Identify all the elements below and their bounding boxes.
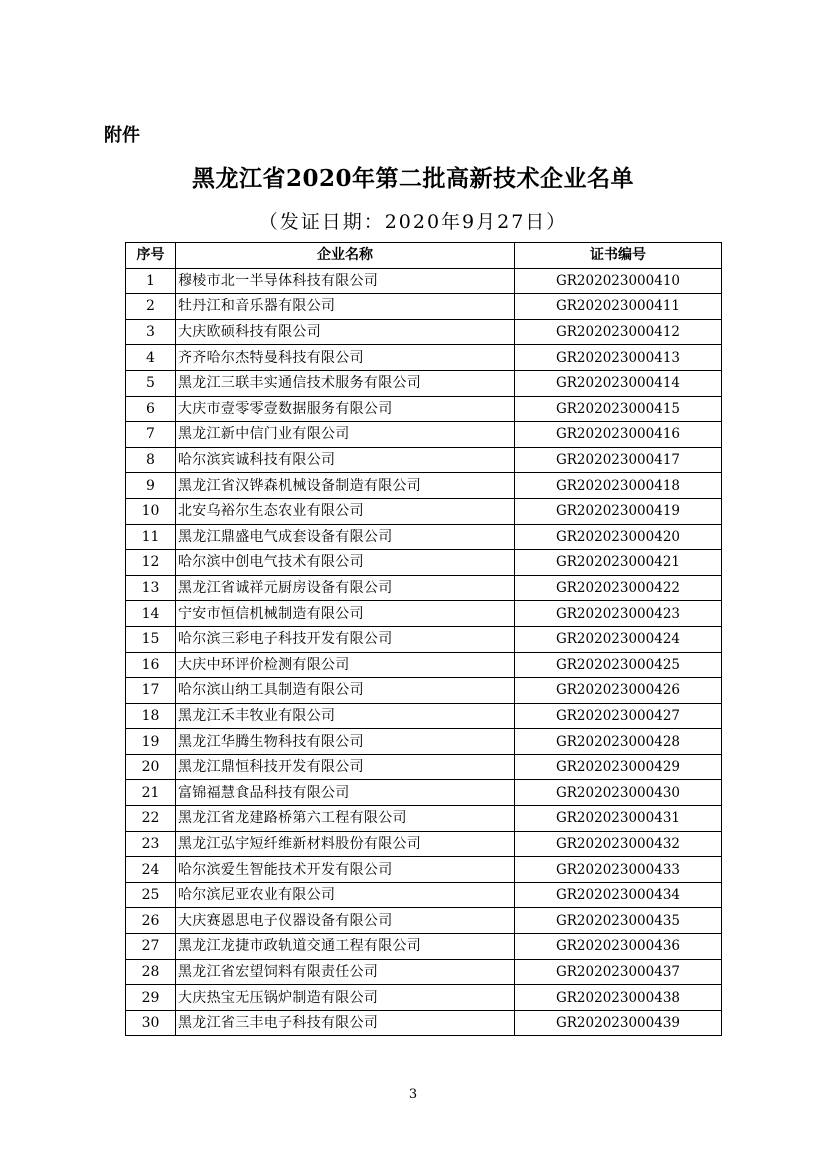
- serial-cell: 10: [126, 498, 176, 524]
- certificate-number-cell: GR202023000421: [515, 550, 722, 576]
- table-row: [126, 550, 722, 576]
- certificate-number-cell: GR202023000418: [515, 473, 722, 499]
- serial-cell: 30: [126, 1010, 176, 1036]
- table-row: [126, 857, 722, 883]
- table-row: [126, 294, 722, 320]
- serial-cell: 29: [126, 985, 176, 1011]
- certificate-number-cell: GR202023000432: [515, 831, 722, 857]
- company-name-cell: 哈尔滨尼亚农业有限公司: [176, 882, 515, 908]
- table-row: [126, 985, 722, 1011]
- table-row: [126, 345, 722, 371]
- certificate-number-cell: GR202023000427: [515, 703, 722, 729]
- company-name-cell: 哈尔滨中创电气技术有限公司: [176, 550, 515, 576]
- certificate-number-cell: GR202023000414: [515, 370, 722, 396]
- serial-cell: 18: [126, 703, 176, 729]
- company-name-cell: 齐齐哈尔杰特曼科技有限公司: [176, 345, 515, 371]
- attachment-label: 附件: [104, 125, 140, 146]
- company-name-cell: 哈尔滨宾诚科技有限公司: [176, 447, 515, 473]
- company-name-cell: 宁安市恒信机械制造有限公司: [176, 601, 515, 627]
- certificate-number-cell: GR202023000423: [515, 601, 722, 627]
- header-certificate-number: 证书编号: [515, 243, 722, 269]
- company-name-cell: 哈尔滨三彩电子科技开发有限公司: [176, 626, 515, 652]
- serial-cell: 14: [126, 601, 176, 627]
- company-name-cell: 黑龙江弘宇短纤维新材料股份有限公司: [176, 831, 515, 857]
- company-name-cell: 北安乌裕尔生态农业有限公司: [176, 498, 515, 524]
- serial-cell: 23: [126, 831, 176, 857]
- page-number: 3: [408, 1087, 418, 1102]
- table-row: [126, 729, 722, 755]
- certificate-number-cell: GR202023000410: [515, 268, 722, 294]
- certificate-number-cell: GR202023000413: [515, 345, 722, 371]
- serial-cell: 9: [126, 473, 176, 499]
- certificate-number-cell: GR202023000431: [515, 806, 722, 832]
- table-row: [126, 396, 722, 422]
- serial-cell: 27: [126, 934, 176, 960]
- company-name-cell: 哈尔滨爱生智能技术开发有限公司: [176, 857, 515, 883]
- certificate-number-cell: GR202023000419: [515, 498, 722, 524]
- serial-cell: 4: [126, 345, 176, 371]
- certificate-number-cell: GR202023000420: [515, 524, 722, 550]
- table-row: [126, 780, 722, 806]
- company-name-cell: 黑龙江鼎盛电气成套设备有限公司: [176, 524, 515, 550]
- serial-cell: 20: [126, 754, 176, 780]
- table-row: [126, 575, 722, 601]
- company-name-cell: 黑龙江龙捷市政轨道交通工程有限公司: [176, 934, 515, 960]
- table-row: [126, 959, 722, 985]
- company-name-cell: 大庆市壹零零壹数据服务有限公司: [176, 396, 515, 422]
- table-row: [126, 703, 722, 729]
- certificate-number-cell: GR202023000412: [515, 319, 722, 345]
- company-name-cell: 牡丹江和音乐器有限公司: [176, 294, 515, 320]
- header-company-name: 企业名称: [176, 243, 515, 269]
- document-title: 黑龙江省2020年第二批高新技术企业名单: [191, 165, 634, 192]
- table-row: [126, 268, 722, 294]
- certificate-number-cell: GR202023000439: [515, 1010, 722, 1036]
- company-name-cell: 穆棱市北一半导体科技有限公司: [176, 268, 515, 294]
- table-row: [126, 806, 722, 832]
- table-row: [126, 908, 722, 934]
- company-name-cell: 黑龙江省龙建路桥第六工程有限公司: [176, 806, 515, 832]
- serial-cell: 24: [126, 857, 176, 883]
- table-row: [126, 882, 722, 908]
- serial-cell: 8: [126, 447, 176, 473]
- serial-cell: 6: [126, 396, 176, 422]
- enterprise-table: [125, 242, 722, 1036]
- header-serial: 序号: [126, 243, 176, 269]
- company-name-cell: 大庆中环评价检测有限公司: [176, 652, 515, 678]
- table-header-row: [126, 243, 722, 269]
- certificate-number-cell: GR202023000425: [515, 652, 722, 678]
- serial-cell: 19: [126, 729, 176, 755]
- table-row: [126, 601, 722, 627]
- certificate-number-cell: GR202023000433: [515, 857, 722, 883]
- serial-cell: 17: [126, 678, 176, 704]
- company-name-cell: 黑龙江省三丰电子科技有限公司: [176, 1010, 515, 1036]
- serial-cell: 21: [126, 780, 176, 806]
- company-name-cell: 黑龙江鼎恒科技开发有限公司: [176, 754, 515, 780]
- table-row: [126, 934, 722, 960]
- certificate-number-cell: GR202023000436: [515, 934, 722, 960]
- table-row: [126, 422, 722, 448]
- serial-cell: 11: [126, 524, 176, 550]
- certificate-number-cell: GR202023000424: [515, 626, 722, 652]
- certificate-number-cell: GR202023000434: [515, 882, 722, 908]
- table-row: [126, 652, 722, 678]
- table-row: [126, 626, 722, 652]
- serial-cell: 28: [126, 959, 176, 985]
- serial-cell: 2: [126, 294, 176, 320]
- certificate-number-cell: GR202023000437: [515, 959, 722, 985]
- company-name-cell: 黑龙江三联丰实通信技术服务有限公司: [176, 370, 515, 396]
- company-name-cell: 黑龙江省汉铧森机械设备制造有限公司: [176, 473, 515, 499]
- company-name-cell: 黑龙江省宏望饲料有限责任公司: [176, 959, 515, 985]
- certificate-number-cell: GR202023000416: [515, 422, 722, 448]
- company-name-cell: 大庆欧硕科技有限公司: [176, 319, 515, 345]
- table-row: [126, 473, 722, 499]
- certificate-number-cell: GR202023000429: [515, 754, 722, 780]
- certificate-number-cell: GR202023000435: [515, 908, 722, 934]
- table-row: [126, 524, 722, 550]
- certificate-number-cell: GR202023000428: [515, 729, 722, 755]
- serial-cell: 13: [126, 575, 176, 601]
- serial-cell: 26: [126, 908, 176, 934]
- serial-cell: 22: [126, 806, 176, 832]
- table-row: [126, 754, 722, 780]
- company-name-cell: 富锦福慧食品科技有限公司: [176, 780, 515, 806]
- company-name-cell: 大庆热宝无压锅炉制造有限公司: [176, 985, 515, 1011]
- serial-cell: 1: [126, 268, 176, 294]
- table-row: [126, 1010, 722, 1036]
- certificate-number-cell: GR202023000438: [515, 985, 722, 1011]
- company-name-cell: 黑龙江禾丰牧业有限公司: [176, 703, 515, 729]
- serial-cell: 3: [126, 319, 176, 345]
- company-name-cell: 黑龙江新中信门业有限公司: [176, 422, 515, 448]
- serial-cell: 15: [126, 626, 176, 652]
- company-name-cell: 黑龙江省诚祥元厨房设备有限公司: [176, 575, 515, 601]
- company-name-cell: 哈尔滨山纳工具制造有限公司: [176, 678, 515, 704]
- table-row: [126, 678, 722, 704]
- company-name-cell: 黑龙江华腾生物科技有限公司: [176, 729, 515, 755]
- serial-cell: 5: [126, 370, 176, 396]
- table-row: [126, 447, 722, 473]
- table-row: [126, 319, 722, 345]
- certificate-number-cell: GR202023000430: [515, 780, 722, 806]
- certificate-number-cell: GR202023000415: [515, 396, 722, 422]
- serial-cell: 25: [126, 882, 176, 908]
- serial-cell: 16: [126, 652, 176, 678]
- certificate-number-cell: GR202023000426: [515, 678, 722, 704]
- table-row: [126, 831, 722, 857]
- certificate-number-cell: GR202023000422: [515, 575, 722, 601]
- issue-date-subtitle: （发证日期：2020年9月27日）: [258, 211, 568, 233]
- serial-cell: 7: [126, 422, 176, 448]
- table-row: [126, 370, 722, 396]
- certificate-number-cell: GR202023000411: [515, 294, 722, 320]
- table-row: [126, 498, 722, 524]
- certificate-number-cell: GR202023000417: [515, 447, 722, 473]
- serial-cell: 12: [126, 550, 176, 576]
- company-name-cell: 大庆赛恩思电子仪器设备有限公司: [176, 908, 515, 934]
